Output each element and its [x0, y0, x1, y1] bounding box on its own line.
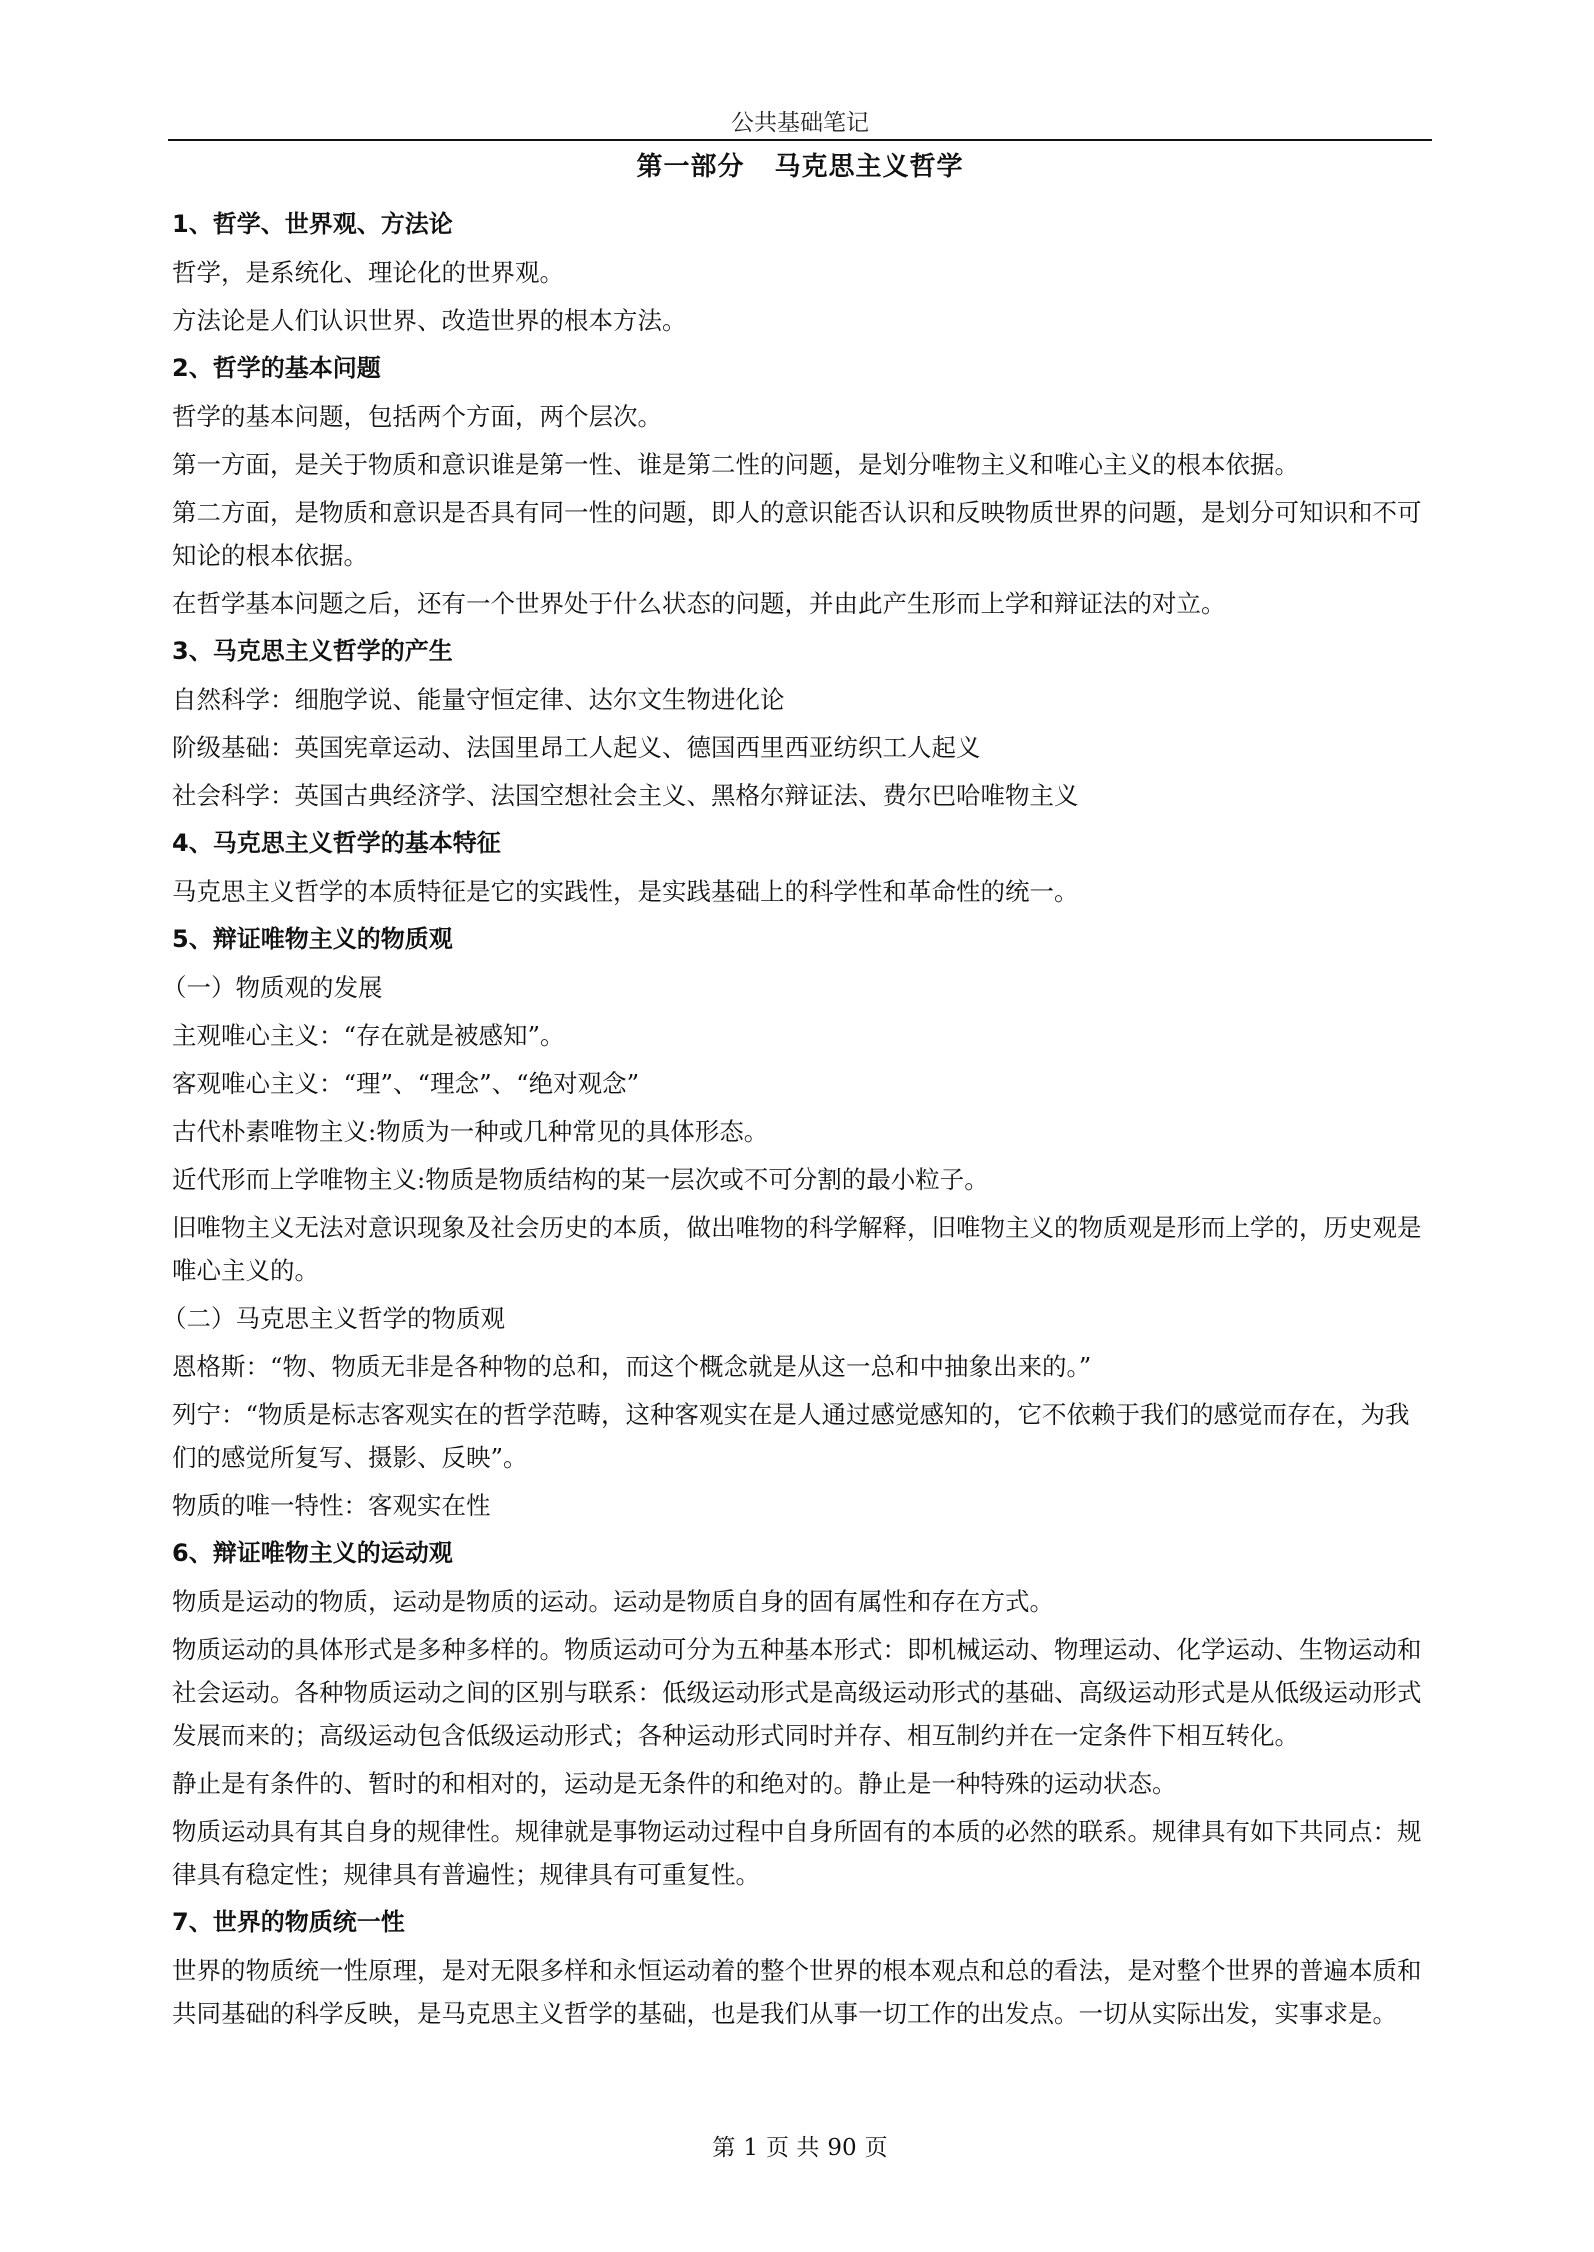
footer-mid: 页 共 — [766, 2135, 820, 2161]
paragraph: 客观唯心主义：“理”、“理念”、“绝对观念” — [172, 1069, 640, 1098]
paragraph: 社会科学：英国古典经济学、法国空想社会主义、黑格尔辩证法、费尔巴哈唯物主义 — [172, 781, 1079, 810]
body-content — [162, 203, 1434, 2040]
paragraph: 列宁：“物质是标志客观实在的哲学范畴，这种客观实在是人通过感觉感知的，它不依赖于我们的感觉而存在，为我们的感觉所复写、摄影、反映”。 — [172, 1400, 1410, 1472]
section-heading: 5、辩证唯物主义的物质观 — [172, 925, 453, 953]
page-footer — [168, 2129, 1432, 2162]
paragraph: 阶级基础：英国宪章运动、法国里昂工人起义、德国西里西亚纺织工人起义 — [172, 733, 981, 762]
section-heading: 7、世界的物质统一性 — [172, 1908, 405, 1936]
section-heading: 3、马克思主义哲学的产生 — [172, 637, 453, 665]
paragraph: 马克思主义哲学的本质特征是它的实践性，是实践基础上的科学性和革命性的统一。 — [172, 877, 1079, 906]
paragraph: 第二方面，是物质和意识是否具有同一性的问题，即人的意识能否认识和反映物质世界的问题，是划分可知识和不可知论的根本依据。 — [172, 498, 1422, 570]
header-rule — [168, 139, 1432, 141]
part-title — [168, 146, 1432, 183]
paragraph: 哲学的基本问题，包括两个方面，两个层次。 — [172, 402, 662, 431]
paragraph: 古代朴素唯物主义:物质为一种或几种常见的具体形态。 — [172, 1117, 769, 1146]
section-heading: 4、马克思主义哲学的基本特征 — [172, 829, 501, 857]
total-pages: 90 — [827, 2135, 857, 2161]
paragraph: 恩格斯：“物、物质无非是各种物的总和，而这个概念就是从这一总和中抽象出来的。” — [172, 1352, 1092, 1381]
paragraph: 旧唯物主义无法对意识现象及社会历史的本质，做出唯物的科学解释，旧唯物主义的物质观是形而上学的，历史观是唯心主义的。 — [172, 1213, 1422, 1285]
paragraph: 物质运动具有其自身的规律性。规律就是事物运动过程中自身所固有的本质的必然的联系。规律具有如下共同点：规律具有稳定性；规律具有普遍性；规律具有可重复性。 — [172, 1817, 1422, 1889]
section-heading: 1、哲学、世界观、方法论 — [172, 210, 453, 238]
paragraph: 近代形而上学唯物主义:物质是物质结构的某一层次或不可分割的最小粒子。 — [172, 1165, 989, 1194]
paragraph: 主观唯心主义：“存在就是被感知”。 — [172, 1021, 565, 1050]
running-header: 公共基础笔记 — [731, 110, 869, 136]
subsection-heading: （二）马克思主义哲学的物质观 — [162, 1304, 505, 1333]
paragraph: 物质运动的具体形式是多种多样的。物质运动可分为五种基本形式：即机械运动、物理运动、化学运动、生物运动和社会运动。各种物质运动之间的区别与联系：低级运动形式是高级运动形式的基础、高级运动形式是从低级运动形式发展而来的；高级运动包含低级运动形式；各种运动形式同时并存、相互制约并在一定条件下相互转化。 — [172, 1635, 1422, 1750]
part-name: 马克思主义哲学 — [774, 152, 964, 182]
paragraph: 在哲学基本问题之后，还有一个世界处于什么状态的问题，并由此产生形而上学和辩证法的对立。 — [172, 589, 1226, 618]
paragraph: 方法论是人们认识世界、改造世界的根本方法。 — [172, 306, 687, 335]
footer-suffix: 页 — [864, 2135, 888, 2161]
paragraph: 自然科学：细胞学说、能量守恒定律、达尔文生物进化论 — [172, 685, 785, 714]
footer-prefix: 第 — [712, 2135, 736, 2161]
paragraph: 哲学，是系统化、理论化的世界观。 — [172, 258, 564, 287]
current-page-number: 1 — [743, 2135, 759, 2161]
part-number: 第一部分 — [636, 152, 745, 182]
subsection-heading: （一）物质观的发展 — [162, 973, 383, 1002]
paragraph: 静止是有条件的、暂时的和相对的，运动是无条件的和绝对的。静止是一种特殊的运动状态。 — [172, 1769, 1177, 1798]
paragraph: 物质的唯一特性：客观实在性 — [172, 1491, 491, 1520]
paragraph: 世界的物质统一性原理，是对无限多样和永恒运动着的整个世界的根本观点和总的看法，是对整个世界的普遍本质和共同基础的科学反映，是马克思主义哲学的基础，也是我们从事一切工作的出发点。一切从实际出发，实事求是。 — [172, 1956, 1422, 2028]
section-heading: 6、辩证唯物主义的运动观 — [172, 1539, 453, 1567]
paragraph: 第一方面，是关于物质和意识谁是第一性、谁是第二性的问题，是划分唯物主义和唯心主义的根本依据。 — [172, 450, 1299, 479]
paragraph: 物质是运动的物质，运动是物质的运动。运动是物质自身的固有属性和存在方式。 — [172, 1587, 1054, 1616]
section-heading: 2、哲学的基本问题 — [172, 354, 381, 382]
